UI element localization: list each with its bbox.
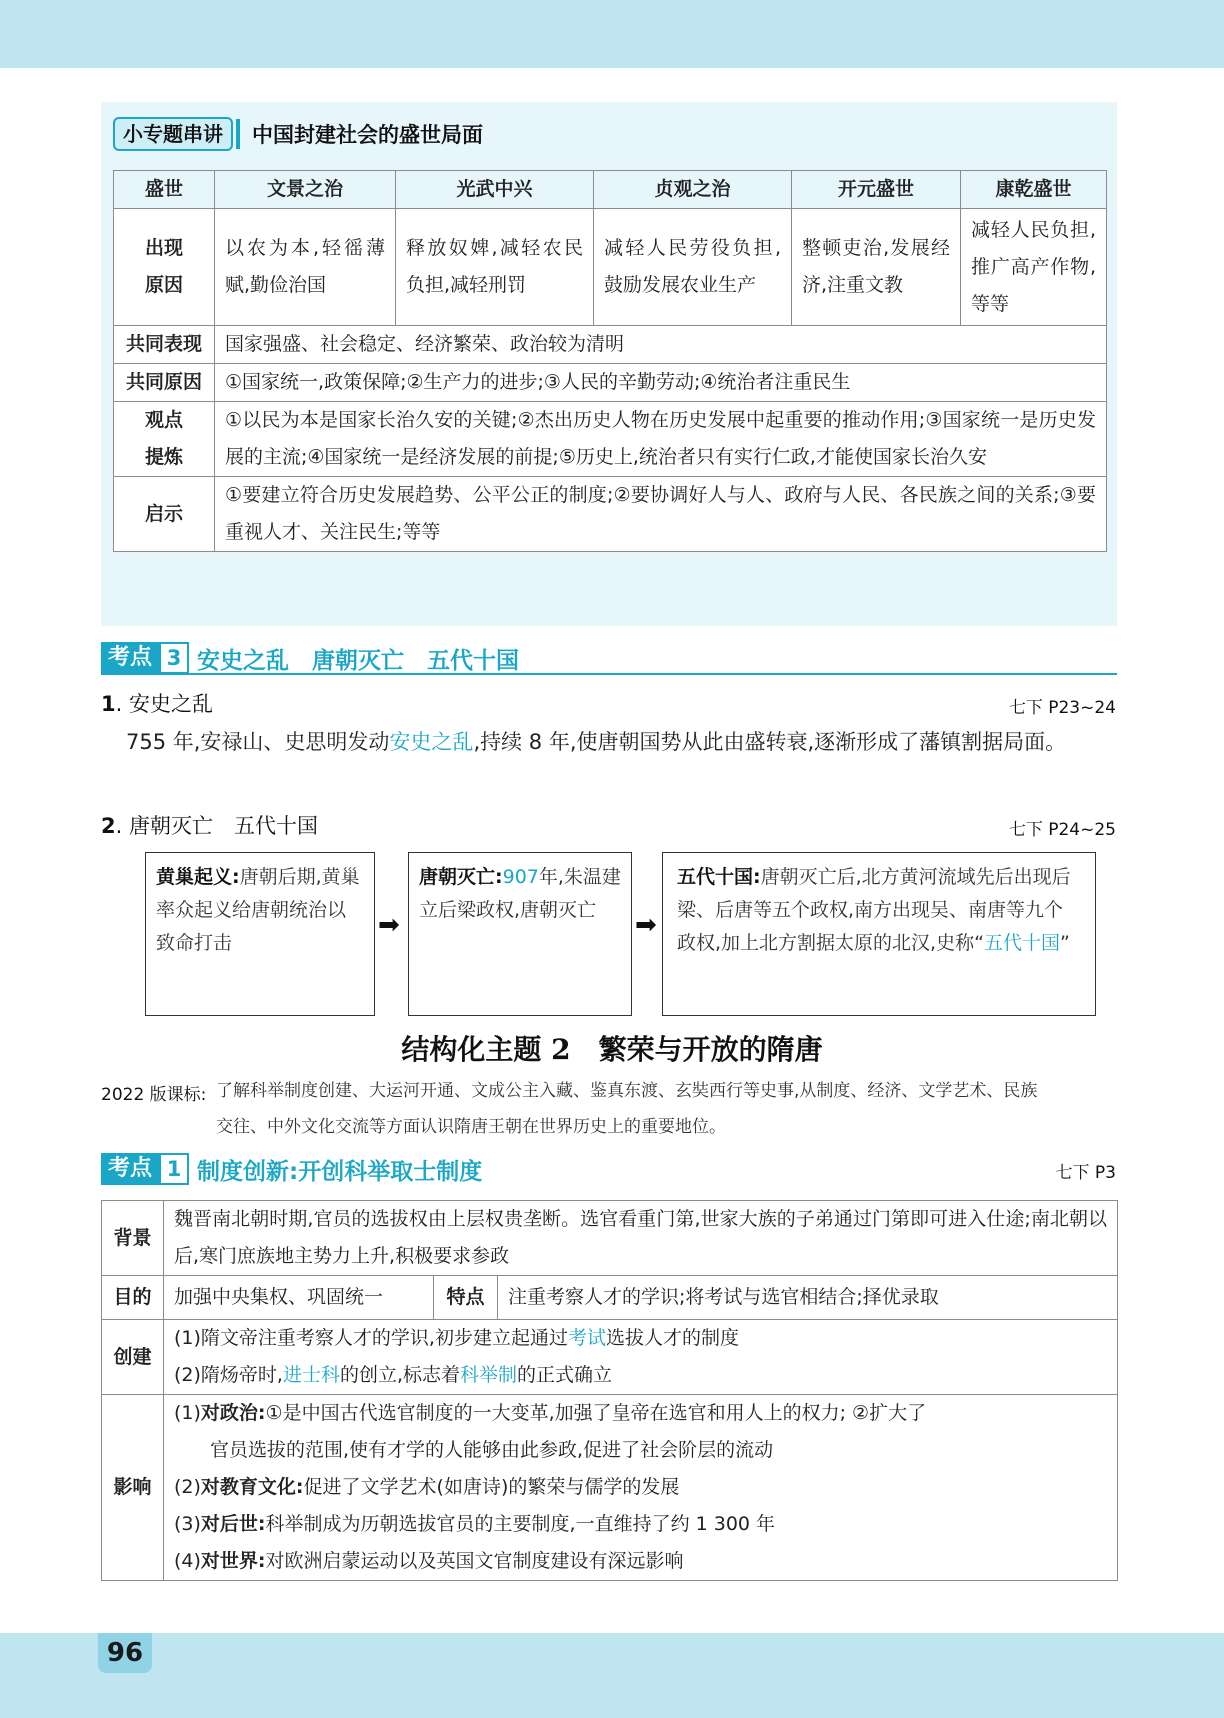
section-2-ref: 七下 P24~25 [1008,820,1116,840]
cause-cell: 减轻人民劳役负担,鼓励发展农业生产 [594,209,792,326]
impact-item [174,1395,1107,1432]
kaodian1-ref: 七下 P3 [1055,1163,1116,1183]
text-span: 促进了文学艺术(如唐诗)的繁荣与儒学的发展 [303,1476,680,1498]
table-row [114,326,1107,364]
mini-topic-tag-separator [236,119,240,149]
impact-item [174,1543,1107,1580]
insight: ①要建立符合历史发展趋势、公平公正的制度;②要协调好人与人、政府与人民、各民族之间的关系;③要重视人才、关注民生;等等 [215,477,1107,552]
page-number: 96 [98,1633,152,1673]
cause-cell: 以农为本,轻徭薄赋,勤俭治国 [215,209,396,326]
item-key: 对教育文化: [200,1476,304,1498]
flow-box-label: 五代十国: [677,866,761,888]
kaodian3-underline [101,673,1117,675]
flow-box-huangchao [145,852,375,1016]
row-label: 影响 [102,1395,164,1581]
arrow-right-icon: ➡ [378,910,400,940]
impact-text [164,1395,1118,1581]
curriculum-line-1: 了解科举制度创建、大运河开通、文成公主入藏、鉴真东渡、玄奘西行等史事,从制度、经济、文学艺术、民族 [216,1081,1038,1101]
row-label: 共同表现 [114,326,215,364]
viewpoint: ①以民为本是国家长治久安的关键;②杰出历史人物在历史发展中起重要的推动作用;③国家统一是历史发展的主流;④国家统一是经济发展的前提;⑤历史上,统治者只有实行仁政,才能使国家长治久安 [215,402,1107,477]
text-span: 755 年,安禄山、史思明发动 [126,730,390,754]
item-key: 对政治: [200,1402,266,1424]
text-span: 对欧洲启蒙运动以及英国文官制度建设有深远影响 [265,1550,684,1572]
highlight-term: 进士科 [282,1364,340,1386]
section-2-title [101,810,318,840]
highlight-term: 考试 [567,1327,606,1349]
flow-box-text: 唐朝后期,黄巢率众起义给唐朝统治以致命打击 [156,866,360,954]
table-row [102,1395,1118,1581]
flow-box-label: 唐朝灭亡: [419,866,503,888]
table-row [114,364,1107,402]
impact-item [174,1506,1107,1543]
table-row [114,209,1107,326]
header-cell: 盛世 [114,171,215,209]
feature-text: 注重考察人才的学识;将考试与选官相结合;择优录取 [498,1276,1118,1320]
kaodian-number: 1 [159,1153,189,1185]
background-text: 魏晋南北朝时期,官员的选拔权由上层权贵垄断。选官看重门第,世家大族的子弟通过门第即可进入仕途;南北朝以后,寒门庶族地主势力上升,积极要求参政 [164,1201,1118,1276]
table-row [114,171,1107,209]
bottom-band [0,1633,1224,1718]
section-title-text: . 安史之乱 [115,692,213,716]
mini-topic-header [113,117,483,151]
header-cell: 康乾盛世 [961,171,1107,209]
table-row [114,477,1107,552]
row-label: 创建 [102,1320,164,1395]
text-span: (2)隋炀帝时, [174,1364,283,1386]
cause-cell: 释放奴婢,减轻农民负担,减轻刑罚 [396,209,594,326]
table-row [102,1320,1118,1395]
prosperity-table [113,170,1107,552]
row-label: 共同原因 [114,364,215,402]
section-number: 1 [101,692,116,716]
impact-item [174,1469,1107,1506]
table-row [102,1276,1118,1320]
section-1-ref: 七下 P23~24 [1008,698,1116,718]
kaodian-tag: 考点 [101,642,159,674]
table-row [102,1201,1118,1276]
text-span: 科举制成为历朝选拔官员的主要制度,一直维持了约 1 300 年 [265,1513,776,1535]
item-number: (4) [174,1550,201,1572]
flow-box-five-dynasties [662,852,1096,1016]
header-cell: 开元盛世 [792,171,961,209]
theme-title: 结构化主题 2 繁荣与开放的隋唐 [401,1033,823,1066]
item-number: (1) [174,1402,201,1424]
kaodian-title: 制度创新:开创科举取士制度 [197,1158,483,1185]
keju-table [101,1200,1118,1581]
cause-cell: 整顿吏治,发展经济,注重文教 [792,209,961,326]
item-key: 对后世: [200,1513,266,1535]
kaodian-title: 安史之乱 唐朝灭亡 五代十国 [197,647,520,674]
highlight-term: 五代十国 [983,932,1060,954]
section-number: 2 [101,814,116,838]
row-label: 观点提炼 [114,402,215,477]
highlight-term: 907 [502,866,539,888]
creation-item [174,1357,1107,1394]
goal-text: 加强中央集权、巩固统一 [164,1276,434,1320]
creation-item [174,1320,1107,1357]
item-key: 对世界: [200,1550,266,1572]
creation-text [164,1320,1118,1395]
section-1-text [126,722,1117,762]
table-row [114,402,1107,477]
top-band [0,0,1224,68]
row-label: 背景 [102,1201,164,1276]
text-span: ,持续 8 年,使唐朝国势从此由盛转衰,逐渐形成了藩镇割据局面。 [473,730,1067,754]
flow-box-text: ” [1059,932,1070,954]
row-label: 出现原因 [114,209,215,326]
flow-box-text: 年,朱温建立后梁政权,唐朝灭亡 [419,866,621,921]
text-span: 选拔人才的制度 [605,1327,739,1349]
header-cell: 文景之治 [215,171,396,209]
row-label: 目的 [102,1276,164,1320]
flow-box-tang-fall [408,852,632,1016]
highlight-term: 安史之乱 [389,730,474,754]
header-cell: 光武中兴 [396,171,594,209]
mini-topic-title: 中国封建社会的盛世局面 [252,123,483,147]
arrow-right-icon: ➡ [635,910,657,940]
text-span: (1)隋文帝注重考察人才的学识,初步建立起通过 [174,1327,568,1349]
kaodian-number: 3 [159,642,189,674]
row-label: 特点 [434,1276,498,1320]
section-title-text: . 唐朝灭亡 五代十国 [115,814,318,838]
text-span: 的正式确立 [517,1364,613,1386]
flow-box-label: 黄巢起义: [156,866,240,888]
mini-topic-tag: 小专题串讲 [113,117,233,151]
row-label: 启示 [114,477,215,552]
header-cell: 贞观之治 [594,171,792,209]
item-number: (3) [174,1513,201,1535]
common-performance: 国家强盛、社会稳定、经济繁荣、政治较为清明 [215,326,1107,364]
text-span: 的创立,标志着 [339,1364,461,1386]
curriculum-line-2: 交往、中外文化交流等方面认识隋唐王朝在世界历史上的重要地位。 [216,1117,726,1137]
kaodian-tag: 考点 [101,1153,159,1185]
cause-cell: 减轻人民负担,推广高产作物,等等 [961,209,1107,326]
impact-item-continuation: 官员选拔的范围,使有才学的人能够由此参政,促进了社会阶层的流动 [210,1439,774,1461]
common-cause: ①国家统一,政策保障;②生产力的进步;③人民的辛勤劳动;④统治者注重民生 [215,364,1107,402]
section-1-title [101,688,213,718]
highlight-term: 科举制 [460,1364,518,1386]
mini-topic-box [101,102,1117,626]
text-span: ①是中国古代选官制度的一大变革,加强了皇帝在选官和用人上的权力; ②扩大了 [265,1402,927,1424]
kaodian1-heading [101,1153,482,1185]
item-number: (2) [174,1476,201,1498]
flow-box-text: 唐朝灭亡后,北方黄河流域先后出现后梁、后唐等五个政权,南方出现吴、南唐等九个政权,加上北方割据太原的北汉,史称“ [677,866,1071,954]
curriculum-label: 2022 版课标: [101,1085,207,1105]
kaodian3-heading [101,642,519,674]
